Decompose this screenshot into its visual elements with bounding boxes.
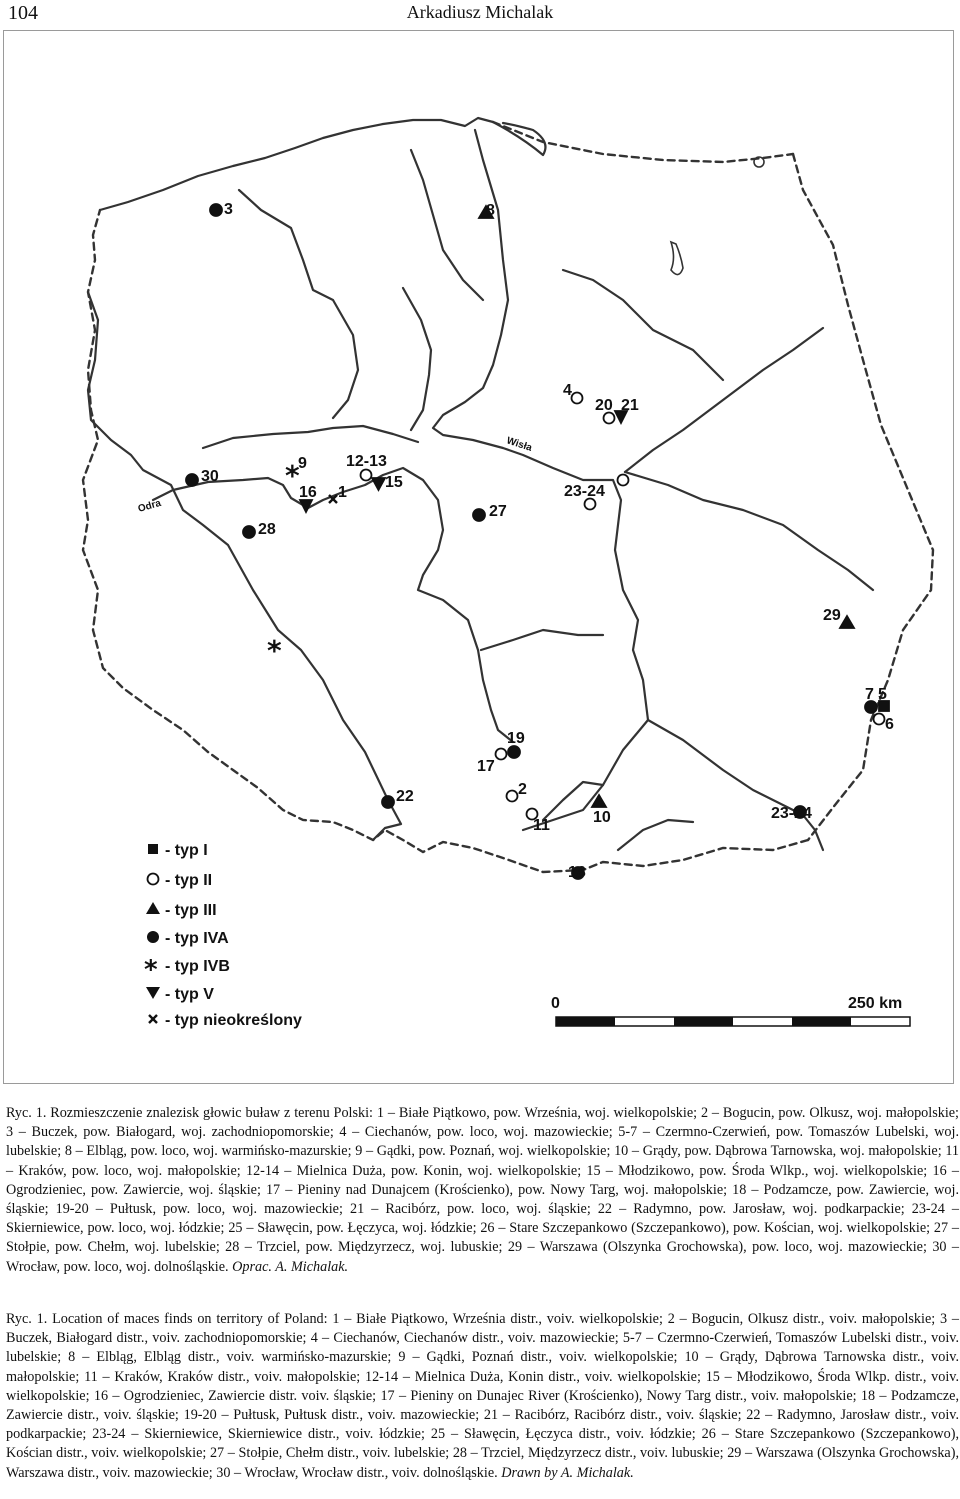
- site-marker-27: [840, 616, 854, 628]
- coastline: [100, 118, 493, 210]
- scale-label-start: 0: [551, 995, 560, 1012]
- legend-filled-circle-icon: [147, 931, 159, 943]
- site-marker-4: [572, 393, 583, 404]
- site-label-3: 3: [224, 201, 233, 218]
- site-marker-6: [874, 714, 885, 725]
- caption-english-body: Ryc. 1. Location of maces finds on territory of Poland: 1 – Białe Piątkowo, Września distr., voiv. wielkopolskie; 2 – Bogucin, Olkusz distr., voiv. małopolskie; 3 – Buczek, Białogard distr., voiv. zachodniopomorskie; 4 – Ciechanów, Ciechanów distr., voiv. mazowieckie; 5-7 – Czermno-Czerwień, Tomaszów Lubelski distr., voiv. lubelskie; 8 – Elbląg, Elbląg distr., voiv. warmińsko-mazurskie; 9 – Gądki, Poznań distr., voiv. wielkopolskie; 10 – Grądy, Dąbrowa Tarnowska distr., voiv. małopolskie; 11 – Kraków, Kraków distr., voiv. małopolskie; 12-14 – Mielnica Duża, Konin distr., voiv. wielkopolskie; 15 – Młodzikowo, Środa Wlkp. distr., voiv. wielkopolskie; 16 – Ogrodzieniec, Zawiercie distr. voiv. śląskie; 17 – Pieniny on Dunajec River (Krościenko), Nowy Targ distr., voiv. małopolskie; 18 – Podzamcze, Zawiercie distr., voiv. śląskie; 19-20 – Pułtusk, Pułtusk distr., voiv. mazowieckie; 21 – Racibórz, Racibórz distr., voiv. śląskie; 22 – Radymno, Jarosław distr., voiv. podkarpackie; 23-24 – Skierniewice, Skierniewice distr., voiv. łódzkie; 25 – Sławęcin, Łęczyca distr., voiv. łódzkie; 26 – Stare Szczepankowo (Szczepankowo), Kościan distr., voiv. wielkopolskie; 27 – Stołpie, Chełm distr., voiv. lubelskie; 28 – Trzciel, Międzyrzecz distr., voiv. lubuskie; 29 – Warszawa (Olszynka Grochowska), Warszawa distr., voiv. mazowieckie; 30 – Wrocław, Wrocław distr., voiv. dolnośląskie.: [6, 1311, 959, 1481]
- caption-polish-body: Ryc. 1. Rozmieszczenie znalezisk głowic buław z terenu Polski: 1 – Białe Piątkowo, pow. Września, woj. wielkopolskie; 2 – Bogucin, pow. Olkusz, woj. małopolskie; 3 – Buczek, pow. Białogard, woj. zachodniopomorskie; 4 – Ciechanów, pow. loco, woj. mazowieckie; 5-7 – Czermno-Czerwień, pow. Tomaszów Lubelski, woj. lubelskie; 8 – Elbląg, pow. loco, woj. warmińsko-mazurskie; 9 – Gądki, pow. Poznań, woj. wielkopolskie; 10 – Grądy, pow. Dąbrowa Tarnowska, woj. małopolskie; 11 – Kraków, pow. loco, woj. małopolskie; 12-14 – Mielnica Duża, pow. Konin, woj. wielkopolskie; 15 – Młodzikowo, pow. Środa Wlkp., woj. wielkopolskie; 16 – Ogrodzieniec, pow. Zawiercie, woj. śląskie; 17 – Pieniny nad Dunajcem (Krościenko), pow. Nowy Targ, woj. małopolskie; 18 – Podzamcze, pow. Zawiercie, woj. śląskie; 19-20 – Pułtusk, pow. loco, woj. mazowieckie; 21 – Racibórz, pow. loco, woj. śląskie; 22 – Radymno, pow. Jarosław, woj. podkarpackie; 23-24 – Skierniewice, pow. loco, woj. łódzkie; 25 – Sławęcin, pow. Łęczyca, woj. łódzkie; 26 – Stare Szczepankowo (Szczepankowo), pow. Kościan, woj. wielkopolskie; 27 – Stołpie, pow. Chełm, woj. lubelskie; 28 – Trzciel, pow. Międzyrzecz, woj. lubuskie; 29 – Warszawa (Olszynka Grochowska), pow. loco, woj. mazowieckie; 30 – Wrocław, pow. loco, woj. dolnośląskie.: [6, 1105, 959, 1275]
- site-marker-25: [473, 509, 485, 521]
- legend: [144, 842, 302, 1029]
- river-odra: [88, 292, 401, 840]
- river-label-wisla: Wisła: [505, 435, 534, 454]
- site-label-26: 28: [258, 521, 276, 538]
- lagoon: [493, 122, 545, 155]
- scale-bar: [551, 995, 910, 1026]
- river-pilica: [481, 630, 603, 650]
- site-label-18: 19: [507, 730, 525, 747]
- site-marker-3: [210, 204, 222, 216]
- legend-triangle-up-icon: [146, 902, 160, 914]
- site-marker-14: [372, 478, 385, 490]
- caption-polish: [6, 1104, 959, 1277]
- site-marker-18: [508, 746, 520, 758]
- border-east: [793, 154, 933, 840]
- site-marker-28: [186, 474, 198, 486]
- site-label-21: 22: [396, 788, 414, 805]
- river-notec: [203, 426, 418, 448]
- border-north: [493, 122, 793, 162]
- page-number: 104: [8, 2, 38, 24]
- site-label-16: 17: [477, 758, 495, 775]
- site-label-8: 8: [486, 202, 495, 219]
- site-label-17: 18: [568, 864, 586, 881]
- site-label-19: 20: [595, 397, 613, 414]
- legend-square-icon: [148, 844, 158, 854]
- site-label-6: 6: [885, 716, 894, 733]
- site-label-4: 4: [563, 382, 572, 399]
- site-label-5: 5: [878, 686, 887, 703]
- legend-label-typ-nieokreslony: - typ nieokreślony: [165, 1012, 302, 1029]
- map-of-poland: [3, 30, 954, 1084]
- river-san: [648, 720, 803, 815]
- caption-polish-credit: Oprac. A. Michalak.: [232, 1258, 349, 1275]
- site-marker-26: [243, 526, 255, 538]
- site-marker-2: [507, 791, 518, 802]
- legend-x-icon: [149, 1015, 157, 1023]
- running-head-author: Arkadiusz Michalak: [406, 2, 554, 22]
- legend-open-circle-icon: [148, 874, 159, 885]
- legend-label-typ-i: - typ I: [165, 842, 208, 859]
- legend-triangle-down-icon: [146, 987, 160, 999]
- river-label-odra: Odra: [136, 497, 163, 515]
- legend-label-typ-iva: - typ IVA: [165, 930, 229, 947]
- site-marker-16: [496, 749, 507, 760]
- site-label-22: 23-24: [771, 805, 812, 822]
- site-label-28: 30: [201, 468, 219, 485]
- site-label-23-24: 23-24: [564, 483, 605, 500]
- site-label-27: 29: [823, 607, 841, 624]
- site-marker-12-13: [361, 470, 372, 481]
- site-marker-19: [604, 413, 615, 424]
- site-marker-9: *: [285, 459, 300, 492]
- site-label-20: 21: [621, 397, 639, 414]
- site-label-9: 9: [298, 455, 307, 472]
- site-label-11: 11: [533, 817, 550, 834]
- site-label-1: 1: [338, 484, 347, 501]
- page-header: [0, 0, 960, 30]
- site-label-25: 27: [489, 503, 507, 520]
- site-marker-30: *: [267, 634, 282, 667]
- legend-label-typ-ivb: - typ IVB: [165, 958, 230, 975]
- river-wisla: [433, 130, 648, 830]
- site-label-12-13: 12-13: [346, 453, 387, 470]
- site-label-15: 16: [299, 484, 317, 501]
- lake: [671, 242, 683, 275]
- site-label-10: 10: [593, 809, 611, 826]
- site-label-2: 2: [518, 781, 527, 798]
- caption-english: [6, 1310, 959, 1483]
- scale-label-end: 250 km: [848, 995, 903, 1012]
- site-label-14: 15: [385, 474, 403, 491]
- site-marker-23-24: [585, 499, 596, 510]
- site-marker-29: [618, 475, 629, 486]
- river-narew: [625, 328, 823, 472]
- border-south: [83, 210, 808, 872]
- legend-label-typ-iii: - typ III: [165, 902, 217, 919]
- site-label-7: 7: [865, 686, 874, 703]
- legend-asterisk-icon: *: [144, 955, 158, 985]
- legend-label-typ-ii: - typ II: [165, 872, 213, 889]
- river-bug: [625, 472, 873, 590]
- caption-english-credit: Drawn by A. Michalak.: [501, 1464, 634, 1481]
- site-marker-21: [382, 796, 394, 808]
- legend-label-typ-v: - typ V: [165, 986, 214, 1003]
